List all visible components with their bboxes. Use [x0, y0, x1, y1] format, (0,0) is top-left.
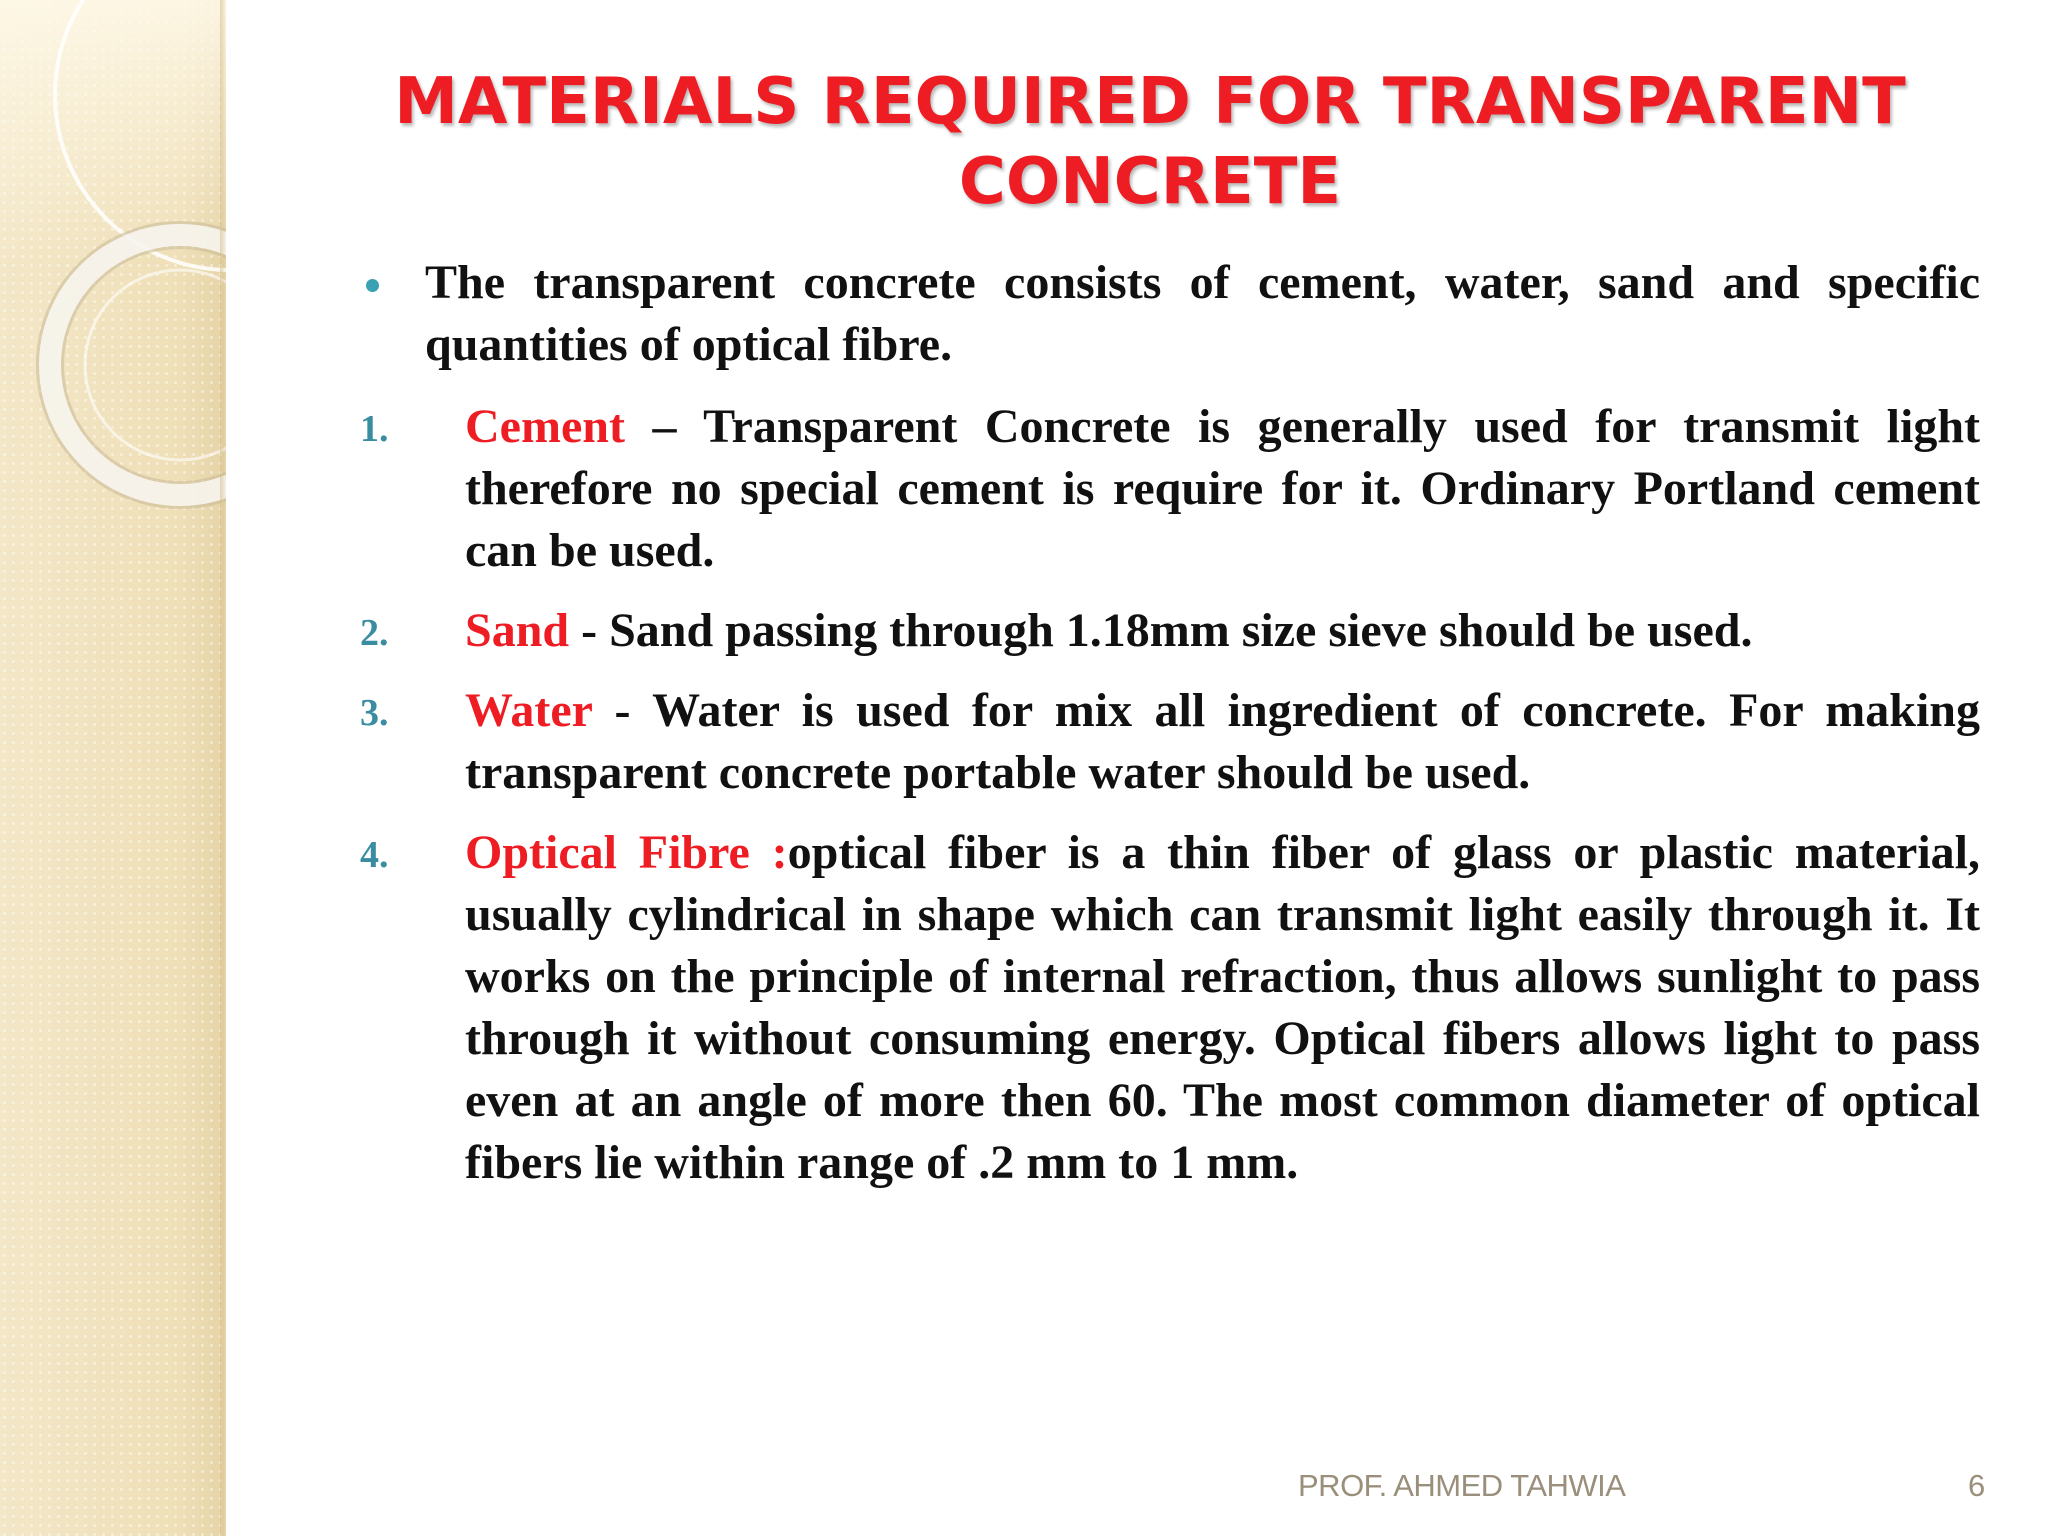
intro-bullet [360, 252, 1980, 376]
slide-title: MATERIALS REQUIRED FOR TRANSPARENT CONCRETE [394, 65, 1906, 219]
list-number: 3. [360, 692, 389, 734]
list-item-water [360, 680, 1980, 804]
decorative-circles [0, 0, 226, 1536]
bullet-dot-icon [366, 279, 379, 292]
decorative-ring-inner [85, 270, 226, 460]
item-term: Water [465, 684, 593, 737]
item-term: Cement [465, 400, 625, 453]
list-number: 2. [360, 612, 389, 654]
list-item-sand [360, 600, 1980, 662]
page-number: 6 [1968, 1468, 1986, 1503]
slide-content [360, 252, 1980, 1212]
list-item-optical-fibre [360, 822, 1980, 1194]
intro-text: The transparent concrete consists of cement, water, sand and specific quantities of optical fibre. [425, 256, 1980, 371]
decorative-side-band [0, 0, 226, 1536]
list-number: 4. [360, 834, 389, 876]
list-number: 1. [360, 408, 389, 450]
item-description: – Transparent Concrete is generally used for transmit light therefore no special cement is require for it. Ordinary Portland cement can be used. [465, 400, 1980, 577]
item-description: - Sand passing through 1.18mm size sieve should be used. [569, 604, 1753, 657]
item-term: Sand [465, 604, 570, 657]
footer-author: PROF. AHMED TAHWIA [1298, 1468, 1626, 1503]
item-term: Optical Fibre : [465, 826, 788, 879]
item-description: - Water is used for mix all ingredient of concrete. For making transparent concrete portable water should be used. [465, 684, 1980, 799]
decorative-ring-thick [50, 235, 226, 495]
list-item-cement [360, 396, 1980, 582]
side-band-edge [220, 0, 226, 1536]
item-description: optical fiber is a thin fiber of glass or plastic material, usually cylindrical in shape which can transmit light easily through it. It works on the principle of internal refraction, thus allows sunlight to pass through it without consuming energy. Optical fibers allows light to pass even at an angle of more then 60. The most common diameter of optical fibers lie within range of .2 mm to 1 mm. [465, 826, 1980, 1189]
